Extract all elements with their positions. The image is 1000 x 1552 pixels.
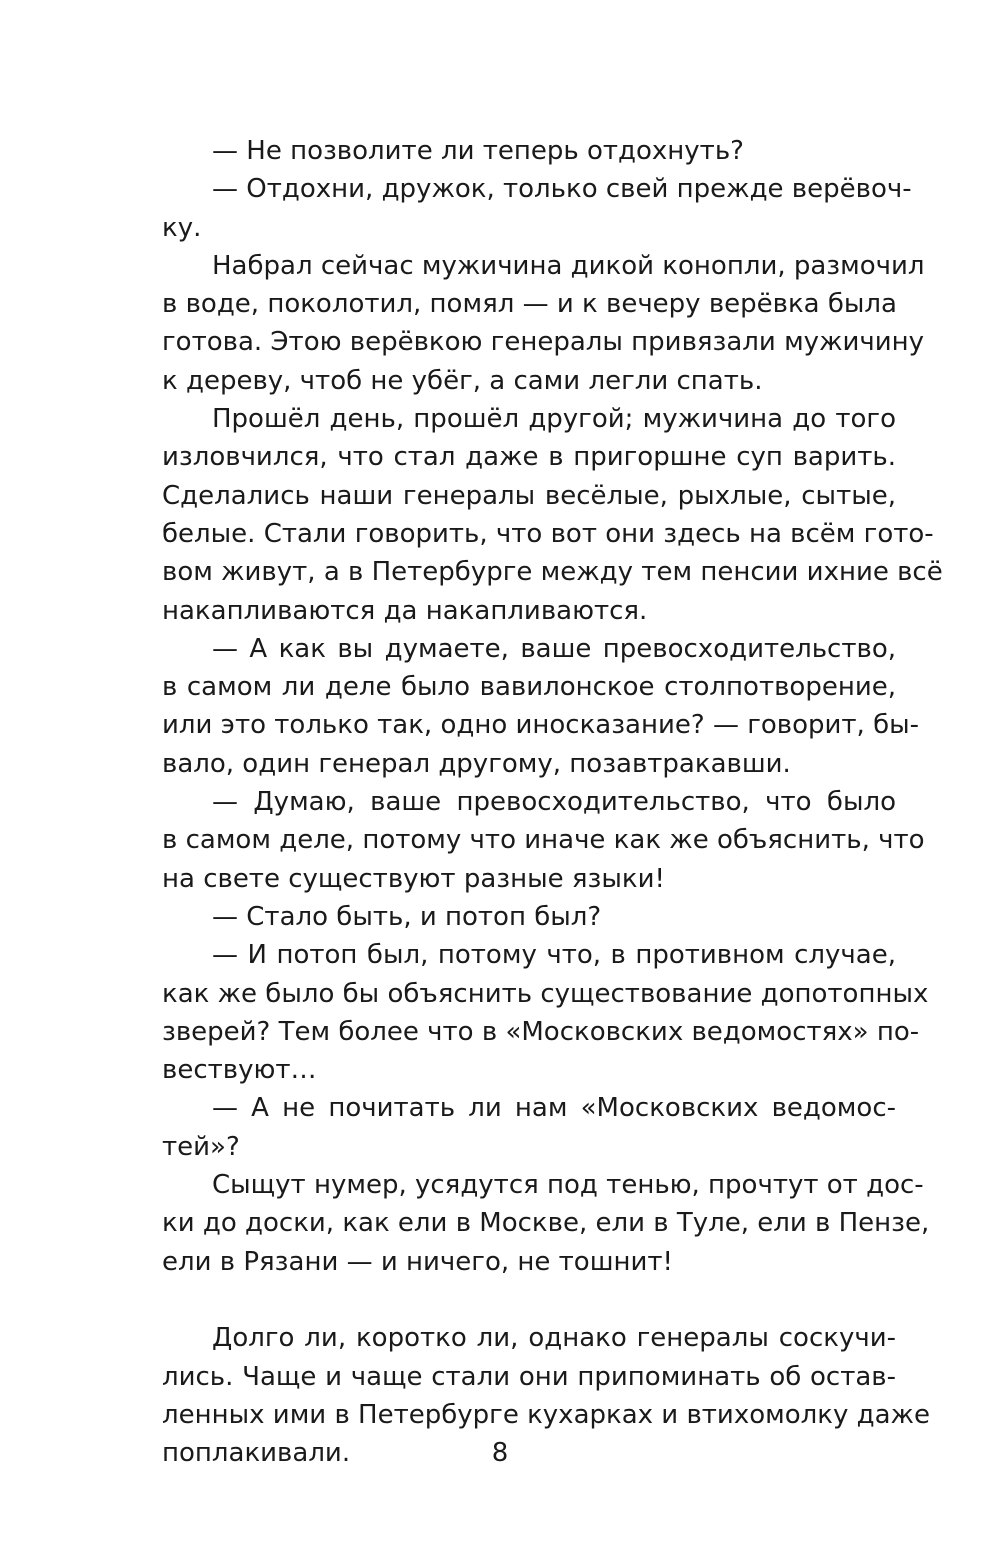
text-line: накапливаются да накапливаются. [162,595,648,626]
text-line: в самом деле, потому что иначе как же объяснить, что [162,825,925,856]
text-line: Долго ли, коротко ли, однако генералы соскучи- [212,1323,896,1354]
text-line: — Думаю, ваше превосходительство, что было [212,787,896,818]
text-line: в самом ли деле было вавилонское столпотворение, [162,672,896,703]
text-line: поплакивали. [162,1438,351,1469]
text-line: Сыщут нумер, усядутся под тенью, прочтут от дос- [212,1170,924,1201]
text-line: Прошёл день, прошёл другой; мужичина до того [212,404,896,435]
text-line: вало, один генерал другому, позавтракавши. [162,748,791,779]
text-line: на свете существуют разные языки! [162,863,665,894]
text-line: — Отдохни, дружок, только свей прежде верёвоч- [212,174,912,205]
text-line: тей»? [162,1131,240,1162]
text-line: — Стало быть, и потоп был? [212,901,602,932]
text-line: в воде, поколотил, помял — и к вечеру верёвка была [162,289,897,320]
text-line: вествуют… [162,1055,317,1086]
text-line: готова. Этою верёвкою генералы привязали мужичину [162,327,925,358]
text-line: — А не почитать ли нам «Московских ведомос- [212,1093,896,1124]
text-line: ки до доски, как ели в Москве, ели в Туле, ели в Пензе, [162,1208,930,1239]
text-line: к дереву, чтоб не убёг, а сами легли спать. [162,365,763,396]
text-line: зверей? Тем более что в «Московских ведомостях» по- [162,1016,920,1047]
text-line: Набрал сейчас мужичина дикой конопли, размочил [212,250,925,281]
text-line: как же было бы объяснить существование допотопных [162,978,929,1009]
text-line: — Не позволите ли теперь отдохнуть? [212,136,744,166]
text-line: ку. [162,212,202,243]
body-text [162,132,943,1472]
section-gap [162,1281,896,1319]
page-number: 8 [491,1438,509,1468]
text-line: Сделались наши генералы весёлые, рыхлые, сытые, [162,480,896,511]
text-line: лись. Чаще и чаще стали они припоминать об остав- [162,1361,896,1392]
text-line: ленных ими в Петербурге кухарках и втихомолку даже [162,1399,930,1430]
text-line: изловчился, что стал даже в пригоршне суп варить. [162,442,896,473]
text-line: или это только так, одно иносказание? — говорит, бы- [162,710,920,741]
text-line: — А как вы думаете, ваше превосходительство, [212,633,896,664]
text-line: белые. Стали говорить, что вот они здесь на всём гото- [162,518,934,549]
text-line: — И потоп был, потому что, в противном случае, [212,940,896,971]
text-line: ели в Рязани — и ничего, не тошнит! [162,1246,673,1277]
text-line: вом живут, а в Петербурге между тем пенсии ихние всё [162,557,943,588]
